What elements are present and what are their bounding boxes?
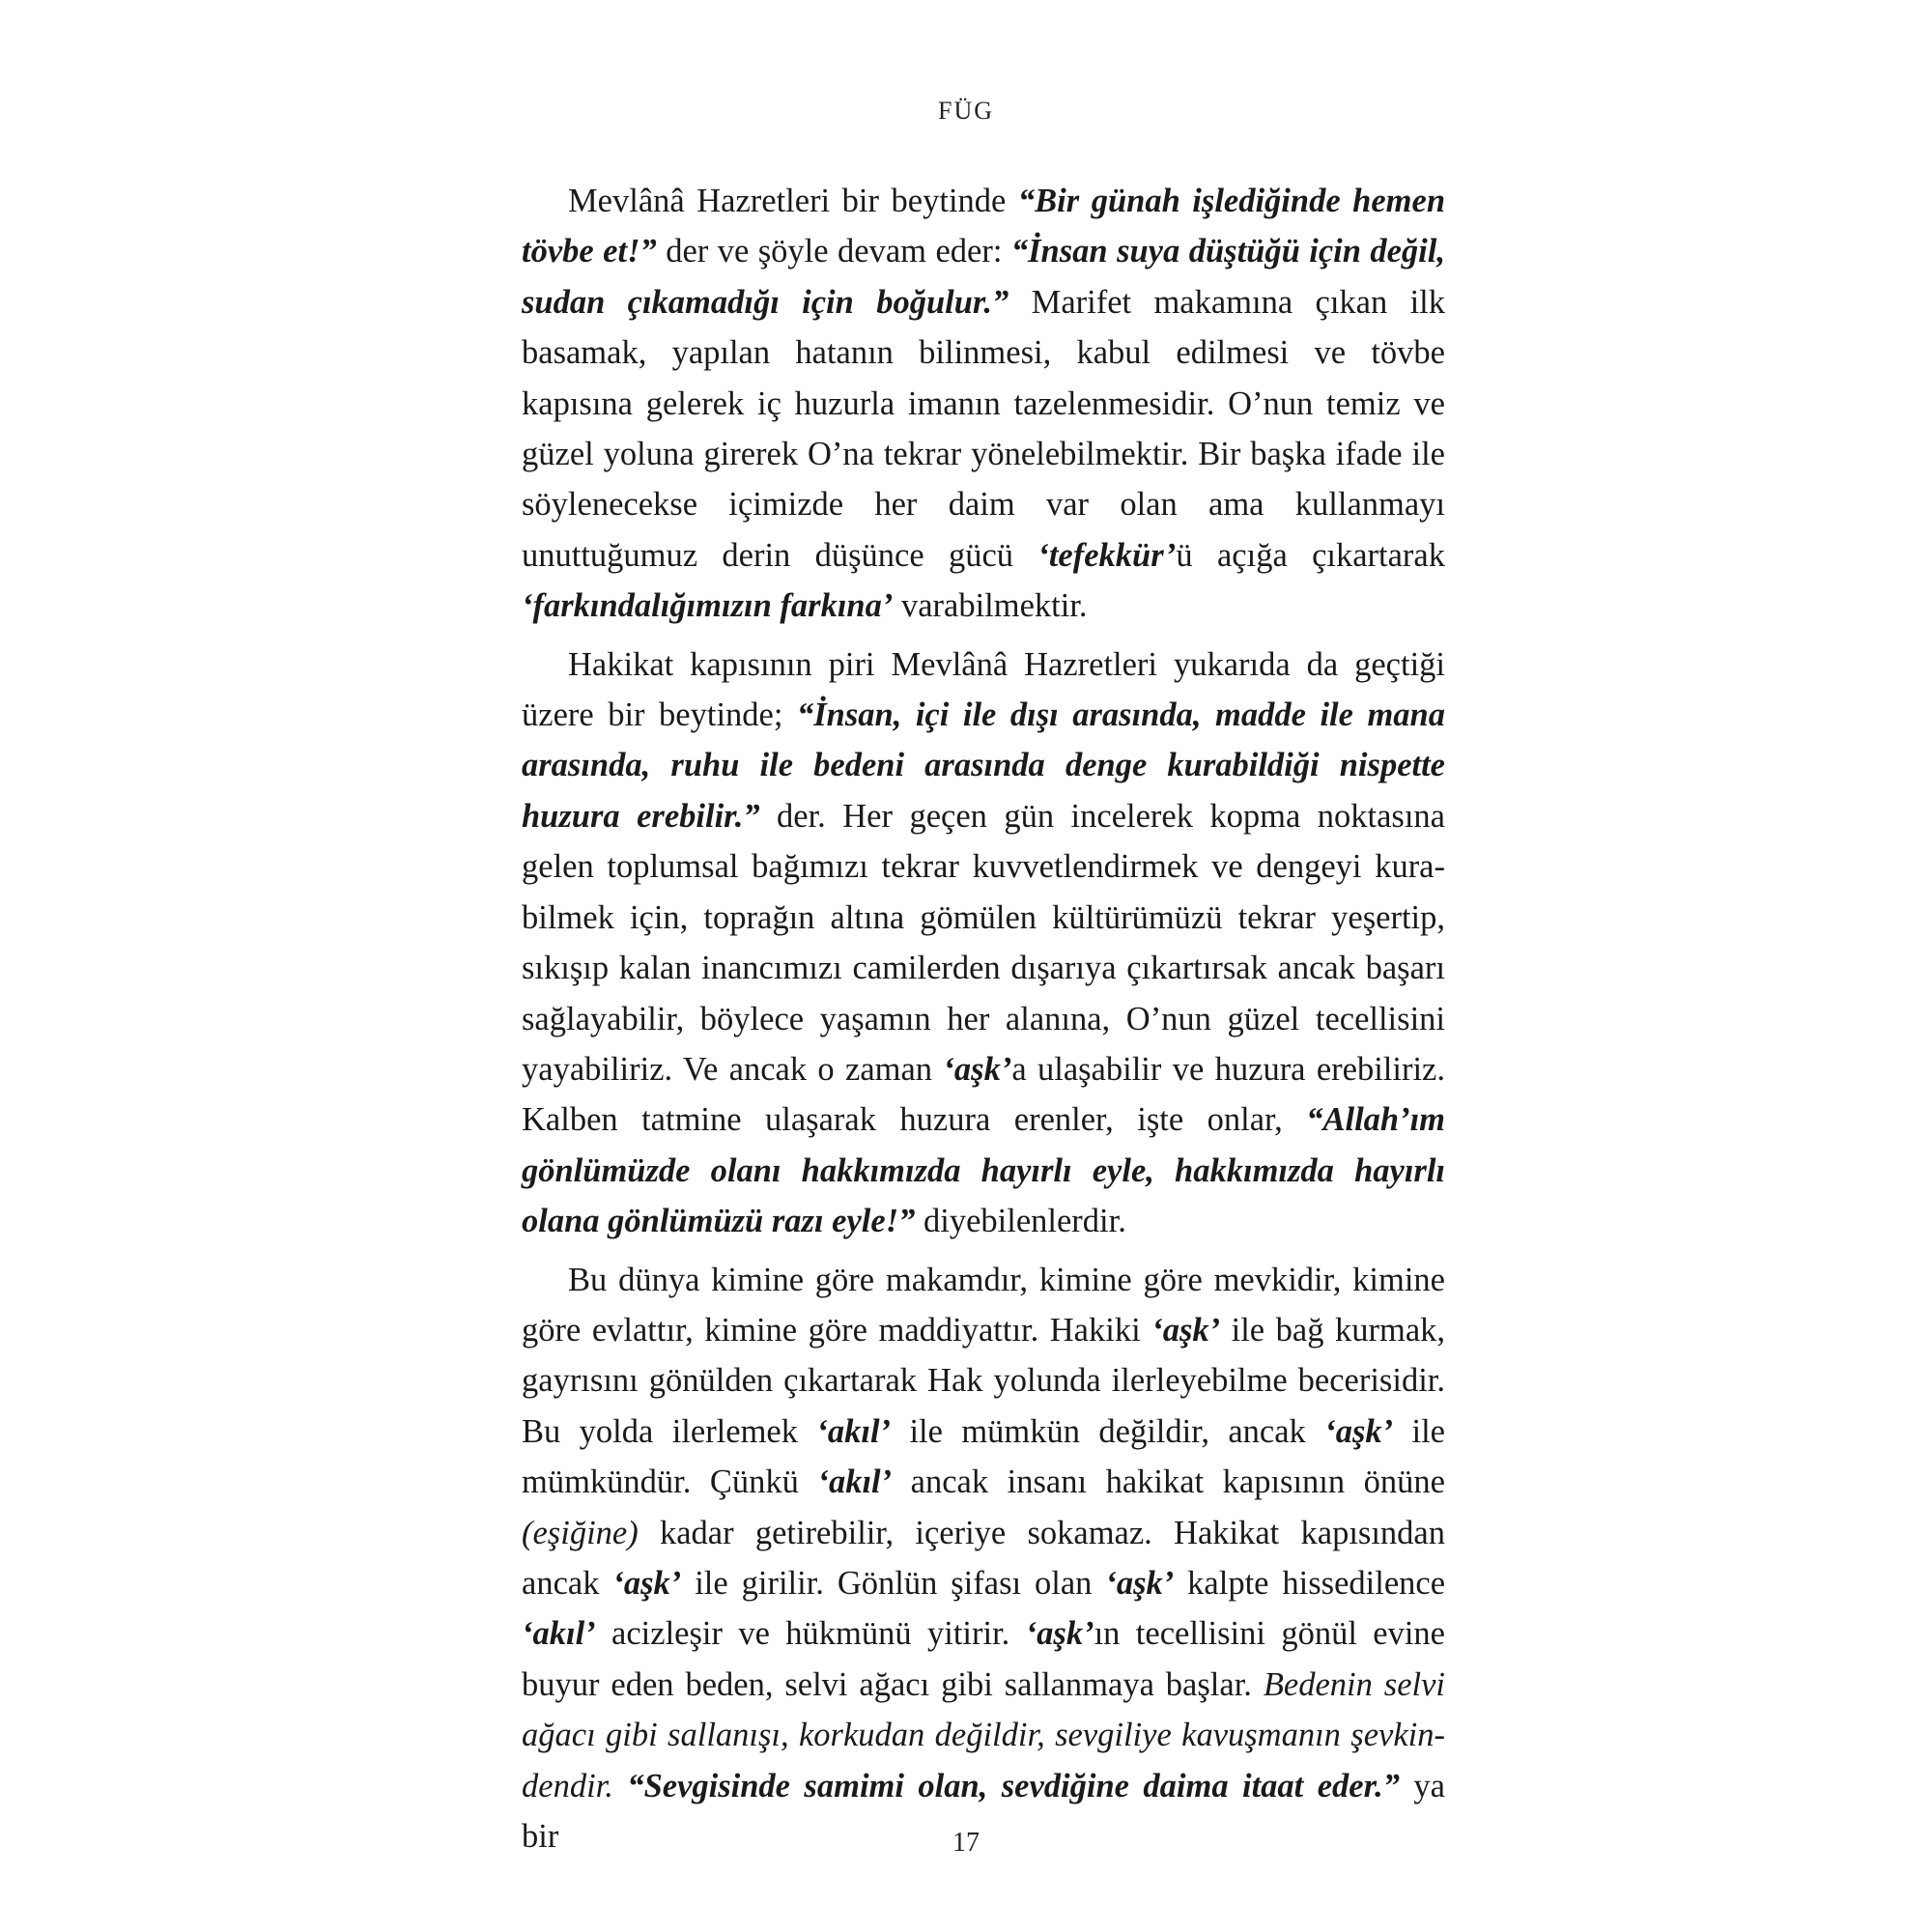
text-run: der. Her geçen gün incelerek kopma noktasına gelen toplumsal bağımızı tekrar kuvvetlendirmek ve dengeyi kurabilmek için, toprağın altına gömülen kültürümüzü tekrar yeşertip, sıkışıp kalan inancımızı camilerden dışarıya çıkartırsak ancak başarı sağlayabilir, böylece yaşamın her alanına, O’nun güzel tecellisini yayabiliriz. Ve ancak o zaman bbox=[522, 797, 1445, 1088]
emphasized-quote: ‘akıl’ bbox=[817, 1463, 893, 1501]
emphasized-quote: ‘aşk’ bbox=[612, 1564, 682, 1602]
text-run: ile mümkün değildir, ancak bbox=[891, 1412, 1325, 1450]
text-run: diyebilenlerdir. bbox=[915, 1203, 1126, 1240]
text-run: ü açığa çıkartarak bbox=[1176, 536, 1445, 574]
emphasized-quote: ‘aşk’ bbox=[1151, 1311, 1221, 1349]
text-run: kalpte hissedilence bbox=[1174, 1564, 1446, 1602]
text-run: ancak insanı hakikat kapısının önüne bbox=[892, 1463, 1445, 1501]
text-run: Marifet makamına çıkan ilk basamak, yapılan hatanın bilinmesi, kabul edilmesi ve tövbe kapısına gelerek iç huzurla imanın tazelenmesidir. O’nun temiz ve güzel yoluna girerek O’na tekrar yönelebilmektir. Bir başka ifade ile söylenecekse içimizde her daim var olan ama kullanmayı unuttuğumuz derin düşünce gücü bbox=[522, 283, 1445, 574]
text-run: a ulaşabilir ve huzura erebiliriz. Kalben tatmine ulaşarak huzura erenler, işte onlar, bbox=[522, 1050, 1445, 1139]
paragraph bbox=[522, 639, 1445, 1247]
text-run: kadar getirebilir, içeriye sokamaz. Hakikat kapısından ancak bbox=[522, 1514, 1445, 1602]
emphasized-quote: ‘aşk’ bbox=[1324, 1412, 1394, 1450]
text-run: varabilmektir. bbox=[893, 587, 1088, 625]
text-run: Hakikat kapısının piri Mevlânâ Hazretleri yukarıda da geçtiği üzere bir beytinde; bbox=[522, 645, 1445, 734]
italic-text: (eşiğine) bbox=[522, 1514, 639, 1551]
emphasized-quote: ‘aşk’ bbox=[943, 1050, 1012, 1088]
paragraph bbox=[522, 176, 1445, 632]
emphasized-quote: ‘akıl’ bbox=[816, 1412, 892, 1450]
emphasized-quote: “İnsan suya düştüğü için değil, sudan çıkamadığı için boğulur.” bbox=[522, 233, 1445, 321]
running-title: FÜG bbox=[937, 97, 994, 125]
text-run: ya bir bbox=[522, 1767, 1445, 1855]
emphasized-quote: “Bir günah işlediğinde hemen tövbe et!” bbox=[522, 183, 1446, 270]
body-text bbox=[522, 176, 1445, 1869]
text-run: ile girilir. Gönlün şifası olan bbox=[681, 1564, 1106, 1602]
emphasized-quote: “İnsan, içi ile dışı arasında, madde ile mana arasında, ruhu ile bedeni arasında denge kurabildiği nispette huzura erebilir.” bbox=[522, 696, 1445, 835]
italic-text: Bedenin selvi ağacı gibi sallanışı, korkudan değildir, sevgiliye kavuşmanın şevkindendir. bbox=[522, 1665, 1445, 1804]
text-run: ile bağ kurmak, gayrısını gönülden çıkartarak Hak yolunda ilerleyebilme becerisidir. Bu yolda ilerlemek bbox=[522, 1311, 1446, 1450]
paragraph bbox=[522, 1255, 1445, 1862]
text-run: der ve şöyle devam eder: bbox=[656, 233, 1011, 270]
text-run: ile mümkündür. Çünkü bbox=[522, 1412, 1445, 1501]
emphasized-quote: ‘akıl’ bbox=[522, 1615, 596, 1653]
emphasized-quote: ‘aşk’ bbox=[1025, 1615, 1094, 1653]
emphasized-quote: “Allah’ım gönlümüzde olanı hakkımızda hayırlı eyle, hakkımızda hayırlı olana gönlümüzü razı eyle!” bbox=[522, 1101, 1445, 1240]
emphasized-quote: ‘farkındalığımızın farkına’ bbox=[522, 587, 894, 625]
text-run: Bu dünya kimine göre makamdır, kimine göre mevkidir, kimine göre evlattır, kimine göre maddiyattır. Hakiki bbox=[522, 1261, 1445, 1349]
emphasized-quote: “Sevgisinde samimi olan, sevdiğine daima itaat eder.” bbox=[627, 1767, 1400, 1804]
text-run: acizleşir ve hükmünü yitirir. bbox=[595, 1615, 1026, 1653]
text-run: Mevlânâ Hazretleri bir beytinde bbox=[568, 183, 1018, 219]
text-run bbox=[613, 1768, 627, 1804]
text-run: ın tecellisini gönül evine buyur eden beden, selvi ağacı gibi sallanmaya başlar. bbox=[522, 1615, 1445, 1703]
emphasized-quote: ‘aşk’ bbox=[1105, 1564, 1175, 1602]
emphasized-quote: ‘tefekkür’ bbox=[1037, 536, 1177, 574]
page-number: 17 bbox=[952, 1828, 980, 1858]
